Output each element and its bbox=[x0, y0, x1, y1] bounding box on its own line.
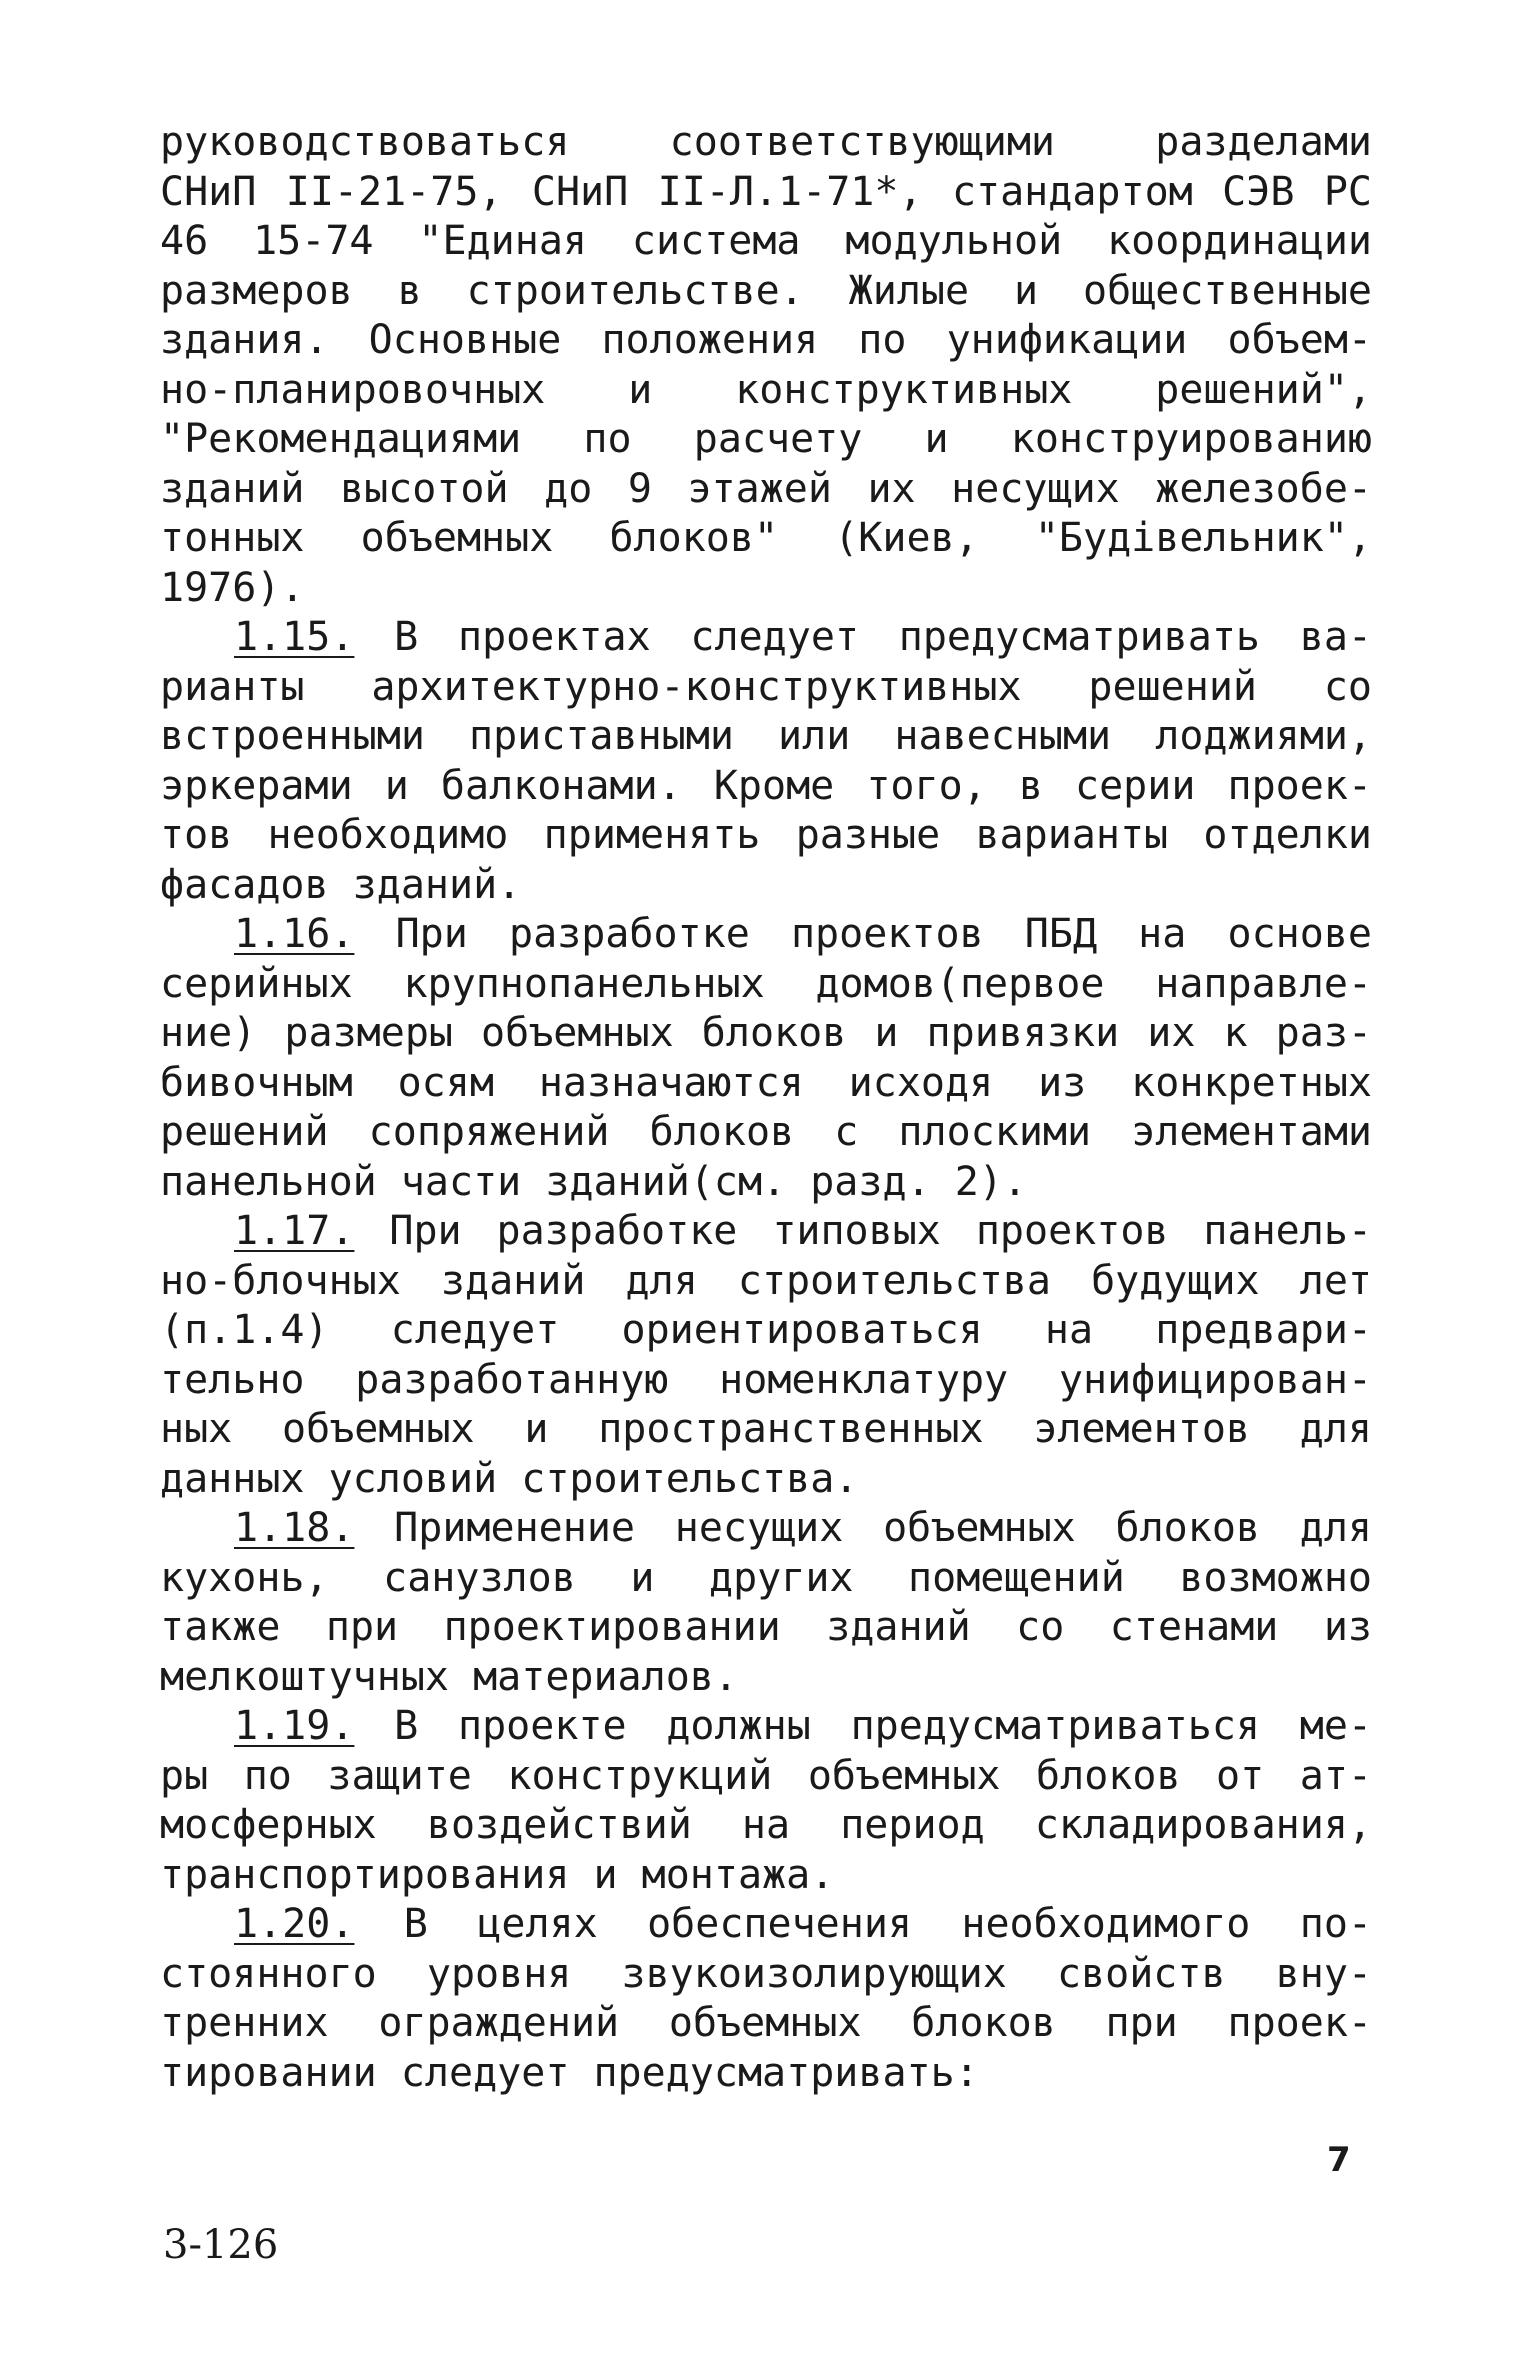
text-line: ных объемных и пространственных элементов для bbox=[160, 1406, 1372, 1452]
paragraph-first-line bbox=[160, 910, 1372, 960]
paragraph-1-16 bbox=[160, 910, 1372, 1207]
text-line: мелкоштучных материалов. bbox=[160, 1653, 738, 1700]
clause-number: 1.17. bbox=[234, 1208, 355, 1254]
text-line: решений сопряжений блоков с плоскими элементами bbox=[160, 1109, 1372, 1155]
text-line: тировании следует предусматривать: bbox=[160, 2049, 979, 2096]
text-line: здания. Основные положения по унификации объем- bbox=[160, 317, 1372, 363]
paragraph-first-line bbox=[160, 1900, 1372, 1950]
paragraph-first-line bbox=[160, 613, 1372, 663]
text-line: СНиП II-21-75, СНиП II-Л.1-71*, стандартом СЭВ РС bbox=[160, 168, 1372, 215]
text-line: тов необходимо применять разные варианты отделки bbox=[160, 812, 1372, 858]
clause-number: 1.20. bbox=[234, 1901, 355, 1947]
text-line: мосферных воздействий на период складирования, bbox=[160, 1802, 1372, 1848]
text-run: В целях обеспечения необходимого по- bbox=[354, 1901, 1372, 1947]
paragraph-1-20 bbox=[160, 1900, 1372, 2098]
text-line: фасадов зданий. bbox=[160, 861, 522, 908]
text-line: тельно разработанную номенклатуру унифицирован- bbox=[160, 1356, 1372, 1403]
text-line: бивочным осям назначаются исходя из конкретных bbox=[160, 1059, 1372, 1106]
text-line: стоянного уровня звукоизолирующих свойств вну- bbox=[160, 1950, 1372, 1997]
text-line: тонных объемных блоков" (Киев, "Будiвельник", bbox=[160, 515, 1372, 561]
text-line: тренних ограждений объемных блоков при проек- bbox=[160, 2000, 1372, 2046]
text-line: панельной части зданий(см. разд. 2). bbox=[160, 1158, 1027, 1205]
text-line: 1976). bbox=[160, 564, 305, 611]
text-line: рианты архитектурно-конструктивных решений со bbox=[160, 663, 1372, 710]
text-line: "Рекомендациями по расчету и конструированию bbox=[160, 416, 1372, 462]
paragraph-first-line bbox=[160, 1504, 1372, 1554]
text-run: При разработке типовых проектов панель- bbox=[354, 1208, 1372, 1254]
clause-number: 1.18. bbox=[234, 1505, 355, 1551]
text-line: данных условий строительства. bbox=[160, 1455, 859, 1502]
text-line: серийных крупнопанельных домов(первое направле- bbox=[160, 960, 1372, 1007]
paragraph-first-line bbox=[160, 1207, 1372, 1257]
text-line: встроенными приставными или навесными лоджиями, bbox=[160, 713, 1372, 759]
clause-number: 1.15. bbox=[234, 614, 355, 660]
paragraph-first-line bbox=[160, 1702, 1372, 1752]
text-line: эркерами и балконами. Кроме того, в серии проек- bbox=[160, 762, 1372, 809]
text-run: При разработке проектов ПБД на основе bbox=[354, 911, 1372, 957]
text-line: (п.1.4) следует ориентироваться на предвари- bbox=[160, 1307, 1372, 1353]
paragraph-1-17 bbox=[160, 1207, 1372, 1504]
text-run: В проекте должны предусматриваться ме- bbox=[354, 1703, 1372, 1749]
text-line: ние) размеры объемных блоков и привязки их к раз- bbox=[160, 1010, 1372, 1056]
text-line: транспортирования и монтажа. bbox=[160, 1851, 835, 1898]
text-line: руководствоваться соответствующими разделами bbox=[160, 119, 1372, 165]
paragraph-1-19 bbox=[160, 1702, 1372, 1900]
clause-number: 1.19. bbox=[234, 1703, 355, 1749]
text-line: но-планировочных и конструктивных решений", bbox=[160, 366, 1372, 413]
text-line: но-блочных зданий для строительства будущих лет bbox=[160, 1257, 1372, 1304]
text-line: зданий высотой до 9 этажей их несущих железобе- bbox=[160, 465, 1372, 512]
paragraph-1-14-tail bbox=[160, 118, 1372, 613]
text-line: ры по защите конструкций объемных блоков от ат- bbox=[160, 1752, 1372, 1799]
paragraph-1-15 bbox=[160, 613, 1372, 910]
text-line: 46 15-74 "Единая система модульной координации bbox=[160, 218, 1372, 264]
paragraph-1-18 bbox=[160, 1504, 1372, 1702]
sheet-code: 3-126 bbox=[163, 2222, 279, 2268]
text-line: размеров в строительстве. Жилые и общественные bbox=[160, 267, 1372, 314]
clause-number: 1.16. bbox=[234, 911, 355, 957]
text-run: Применение несущих объемных блоков для bbox=[354, 1505, 1372, 1551]
page-number: 7 bbox=[1327, 2140, 1351, 2180]
document-page bbox=[160, 118, 1372, 2098]
text-line: также при проектировании зданий со стенами из bbox=[160, 1604, 1372, 1650]
text-run: В проектах следует предусматривать ва- bbox=[354, 614, 1372, 660]
text-line: кухонь, санузлов и других помещений возможно bbox=[160, 1554, 1372, 1601]
